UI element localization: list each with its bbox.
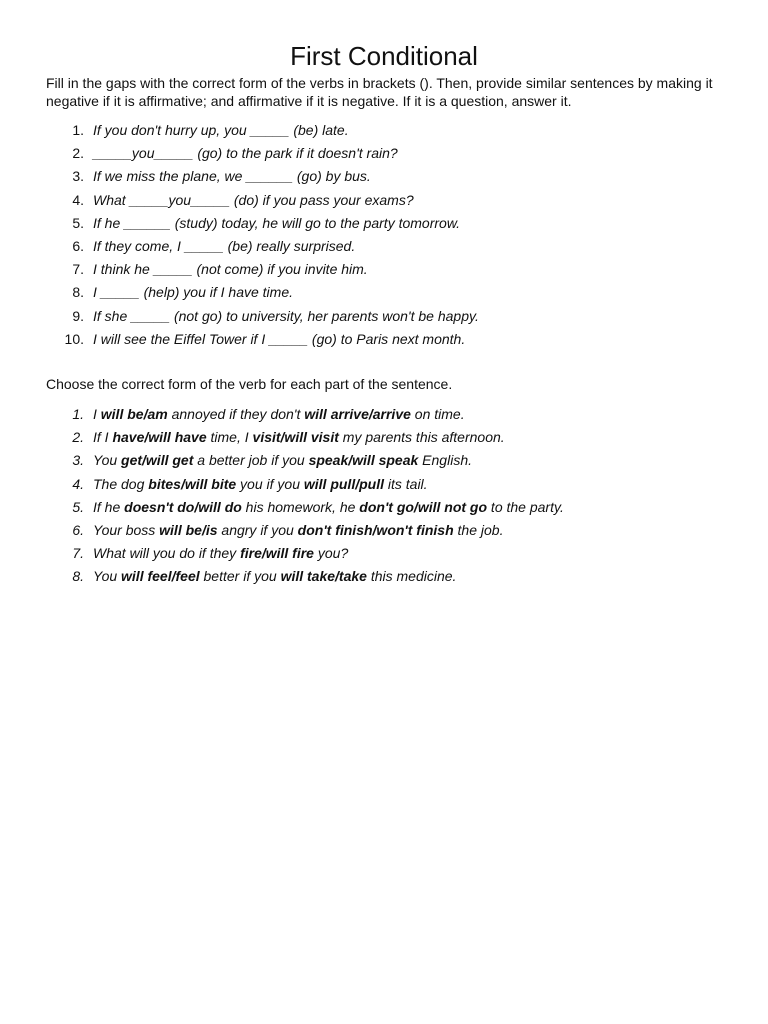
item-sentence [93, 566, 456, 586]
sentence-fragment: annoyed if they don't [167, 406, 305, 422]
item-sentence: If she _____ (not go) to university, her parents won't be happy. [93, 307, 479, 324]
item-number: 1. [72, 406, 84, 422]
verb-choice: bites/will bite [148, 475, 237, 492]
sentence-fragment: You [93, 452, 122, 469]
item-number: 4. [72, 191, 84, 208]
verb-choice: fire/will fire [240, 545, 314, 562]
sentence-fragment: Your boss [93, 521, 160, 538]
verb-choice: have/will have [112, 429, 207, 446]
verb-choice: will pull/pull [303, 475, 384, 492]
item-number: 7. [72, 261, 84, 278]
sentence-fragment: English. [418, 452, 472, 469]
sentence-fragment: its tail. [383, 475, 428, 492]
sentence-fragment: you if you [236, 475, 304, 492]
exercise-1-item [46, 120, 736, 143]
verb-choice: doesn't do/will do [124, 498, 242, 515]
item-number: 8. [72, 284, 84, 301]
instructions-choose-verb: Choose the correct form of the verb for each part of the sentence. [46, 376, 453, 392]
instructions-fill-gaps: Fill in the gaps with the correct form of the verbs in brackets (). Then, provide similar sentences by making it negative if it is affirmative; and affirmative if it is negative. If it is a question, answer it. [46, 75, 713, 109]
exercise-2-item [46, 543, 736, 566]
verb-choice: will feel/feel [121, 568, 200, 585]
exercise-1-item [46, 213, 736, 236]
item-number: 5. [72, 498, 84, 515]
sentence-fragment: I [93, 406, 101, 422]
sentence-fragment: you? [313, 545, 349, 562]
item-sentence [93, 427, 505, 447]
sentence-fragment: my parents this afternoon. [338, 429, 505, 446]
verb-choice: will arrive/arrive [304, 406, 411, 422]
item-sentence [93, 543, 348, 563]
sentence-fragment: If I [93, 429, 113, 446]
exercise-1-item [46, 329, 736, 352]
sentence-fragment: to the party. [487, 498, 564, 515]
page-title: First Conditional [290, 41, 478, 71]
exercise-1-item [46, 190, 736, 213]
sentence-fragment: What will you do if they [93, 545, 241, 562]
item-sentence [93, 474, 428, 494]
item-number: 9. [72, 307, 84, 324]
item-number: 4. [72, 475, 84, 492]
item-sentence: I will see the Eiffel Tower if I _____ (go) to Paris next month. [93, 330, 466, 347]
item-sentence: I think he _____ (not come) if you invite him. [93, 261, 368, 278]
exercise-2-item [46, 566, 736, 589]
exercise-1-item [46, 236, 736, 259]
item-number: 6. [72, 237, 84, 254]
exercise-1-item [46, 306, 736, 329]
item-number: 6. [72, 521, 84, 538]
exercise-2-item [46, 497, 736, 520]
item-number: 8. [72, 568, 84, 585]
exercise-1-item [46, 143, 736, 166]
verb-choice: don't finish/won't finish [297, 521, 454, 538]
exercise-1-list [46, 120, 736, 352]
exercise-1-item [46, 166, 736, 189]
exercise-2-item [46, 474, 736, 497]
sentence-fragment: You [93, 568, 122, 585]
sentence-fragment: the job. [453, 521, 504, 538]
exercise-2-item [46, 427, 736, 450]
verb-choice: will take/take [280, 568, 367, 585]
sentence-fragment: If he [93, 498, 125, 515]
item-number: 2. [72, 145, 84, 162]
item-number: 1. [72, 122, 84, 138]
item-sentence [93, 450, 472, 470]
exercise-1-item [46, 259, 736, 282]
verb-choice: don't go/will not go [359, 498, 488, 515]
item-sentence: If we miss the plane, we ______ (go) by bus. [93, 168, 371, 185]
item-number: 7. [72, 545, 84, 562]
item-sentence [93, 404, 465, 424]
verb-choice: speak/will speak [308, 452, 419, 469]
sentence-fragment: on time. [410, 406, 465, 422]
item-sentence [93, 497, 564, 517]
item-number: 10. [64, 330, 84, 347]
sentence-fragment: time, I [206, 429, 253, 446]
item-sentence: What _____you_____ (do) if you pass your exams? [93, 191, 414, 208]
sentence-fragment: this medicine. [366, 568, 457, 585]
item-sentence: If they come, I _____ (be) really surprised. [93, 237, 356, 254]
item-number: 2. [72, 429, 84, 446]
item-sentence: _____you_____ (go) to the park if it doesn't rain? [93, 145, 398, 162]
verb-choice: will be/am [100, 406, 168, 422]
item-sentence: If he ______ (study) today, he will go to the party tomorrow. [93, 214, 461, 231]
exercise-1-item [46, 282, 736, 305]
verb-choice: visit/will visit [252, 429, 339, 446]
verb-choice: get/will get [121, 452, 194, 469]
sentence-fragment: his homework, he [241, 498, 360, 515]
exercise-2-item [46, 450, 736, 473]
verb-choice: will be/is [159, 521, 218, 538]
sentence-fragment: angry if you [217, 521, 298, 538]
exercise-2-item [46, 404, 736, 427]
sentence-fragment: The dog [93, 475, 149, 492]
sentence-fragment: better if you [199, 568, 281, 585]
item-sentence [93, 520, 503, 540]
item-sentence: If you don't hurry up, you _____ (be) late. [93, 122, 349, 138]
item-number: 3. [72, 168, 84, 185]
sentence-fragment: a better job if you [193, 452, 309, 469]
item-number: 3. [72, 452, 84, 469]
item-number: 5. [72, 214, 84, 231]
exercise-2-list [46, 404, 736, 590]
item-sentence: I _____ (help) you if I have time. [93, 284, 293, 301]
exercise-2-item [46, 520, 736, 543]
